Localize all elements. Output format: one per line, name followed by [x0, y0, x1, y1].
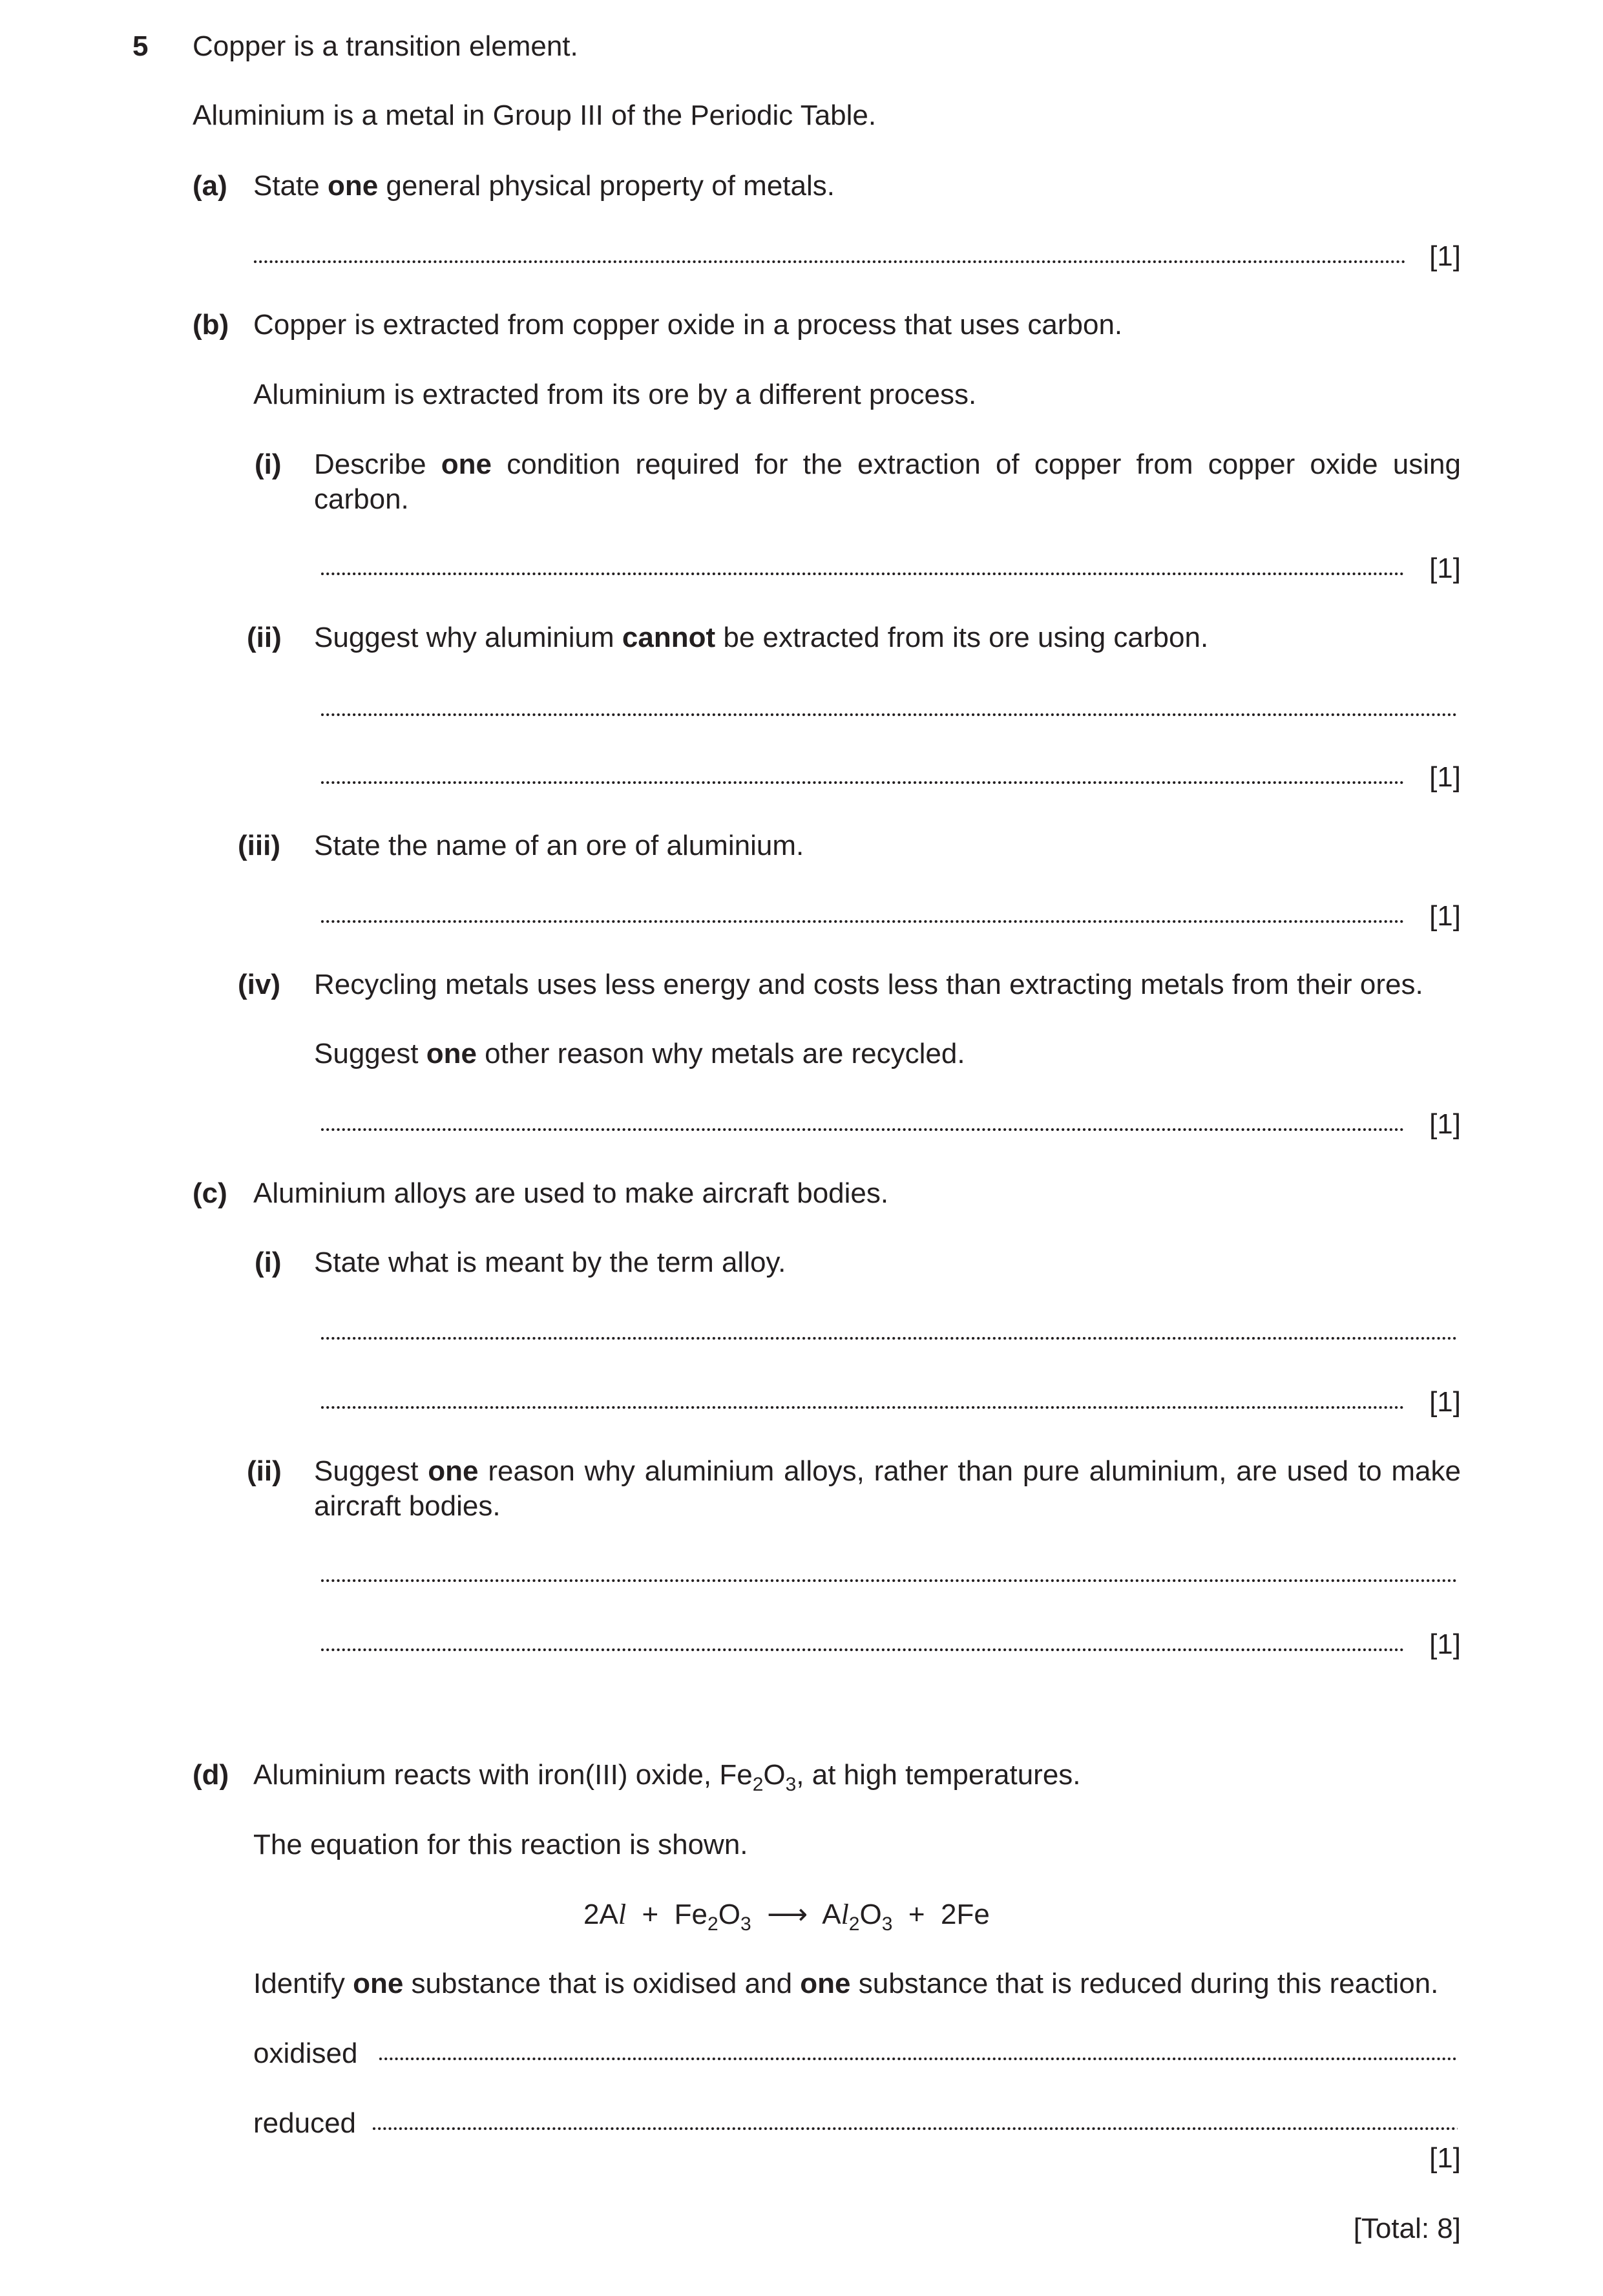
answer-line-b-ii-2[interactable] — [320, 781, 1405, 785]
part-a-label: (a) — [193, 170, 227, 202]
part-c-label: (c) — [193, 1177, 227, 1209]
part-c-i-label: (i) — [255, 1247, 282, 1278]
mark-b-i: [1] — [1429, 553, 1461, 584]
mark-b-iv: [1] — [1429, 1108, 1461, 1140]
answer-line-b-i[interactable] — [320, 572, 1405, 576]
part-b-intro-1: Copper is extracted from copper oxide in a process that uses carbon. — [253, 309, 1123, 341]
part-b-label: (b) — [193, 309, 229, 341]
answer-line-oxidised[interactable] — [379, 2057, 1458, 2061]
question-number: 5 — [132, 30, 149, 62]
answer-line-b-iii[interactable] — [320, 920, 1405, 923]
part-b-iii-question: State the name of an ore of aluminium. — [314, 830, 804, 861]
answer-line-a[interactable] — [253, 260, 1405, 264]
part-b-iv-question: Suggest one other reason why metals are recycled. — [314, 1038, 965, 1069]
question-intro-1: Copper is a transition element. — [193, 30, 578, 62]
answer-line-c-ii-1[interactable] — [320, 1579, 1458, 1583]
part-d-equation-intro: The equation for this reaction is shown. — [253, 1829, 748, 1860]
answer-line-reduced[interactable] — [372, 2127, 1458, 2131]
part-b-iii-label: (iii) — [238, 830, 280, 861]
answer-line-b-iv[interactable] — [320, 1128, 1405, 1132]
part-b-i-label: (i) — [255, 448, 282, 480]
part-b-iv-statement: Recycling metals uses less energy and costs less than extracting metals from their ores. — [314, 969, 1423, 1000]
part-b-ii-question: Suggest why aluminium cannot be extracted from its ore using carbon. — [314, 622, 1209, 653]
reaction-arrow: ⟶ — [767, 1899, 808, 1930]
answer-line-b-ii-1[interactable] — [320, 713, 1458, 717]
mark-c-ii: [1] — [1429, 1628, 1461, 1660]
part-c-ii-question: Suggest one reason why aluminium alloys, rather than pure aluminium, are used to make aircraft bodies. — [314, 1455, 1461, 1522]
part-b-ii-label: (ii) — [247, 622, 282, 653]
part-d-question: Identify one substance that is oxidised and one substance that is reduced during this reaction. — [253, 1968, 1439, 1999]
part-c-i-question: State what is meant by the term alloy. — [314, 1247, 786, 1278]
mark-b-iii: [1] — [1429, 900, 1461, 932]
answer-line-c-ii-2[interactable] — [320, 1648, 1405, 1652]
answer-line-c-i-2[interactable] — [320, 1406, 1405, 1409]
part-c-intro: Aluminium alloys are used to make aircraft bodies. — [253, 1177, 889, 1209]
part-a-question: State one general physical property of metals. — [253, 170, 835, 202]
mark-c-i: [1] — [1429, 1386, 1461, 1418]
mark-d: [1] — [1429, 2142, 1461, 2174]
part-b-intro-2: Aluminium is extracted from its ore by a different process. — [253, 379, 977, 410]
answer-line-c-i-1[interactable] — [320, 1336, 1458, 1340]
part-d-intro: Aluminium reacts with iron(III) oxide, $Fe_2O_3$, at high temperatures. — [253, 1759, 1081, 1795]
part-d-label: (d) — [193, 1759, 229, 1791]
chemical-equation: $2Al + Fe_2O_3$ ⟶ $Al_2O_3 + 2Fe$ — [583, 1899, 990, 1935]
part-b-i-question: Describe one condition required for the extraction of copper from copper oxide using carbon. — [314, 448, 1461, 515]
total-marks: [Total: 8] — [1353, 2213, 1461, 2244]
oxidised-label: oxidised — [253, 2038, 358, 2069]
part-b-iv-label: (iv) — [238, 969, 280, 1000]
mark-a: [1] — [1429, 240, 1461, 272]
mark-b-ii: [1] — [1429, 761, 1461, 793]
question-intro-2: Aluminium is a metal in Group III of the Periodic Table. — [193, 100, 877, 131]
part-c-ii-label: (ii) — [247, 1455, 282, 1487]
reduced-label: reduced — [253, 2107, 357, 2139]
